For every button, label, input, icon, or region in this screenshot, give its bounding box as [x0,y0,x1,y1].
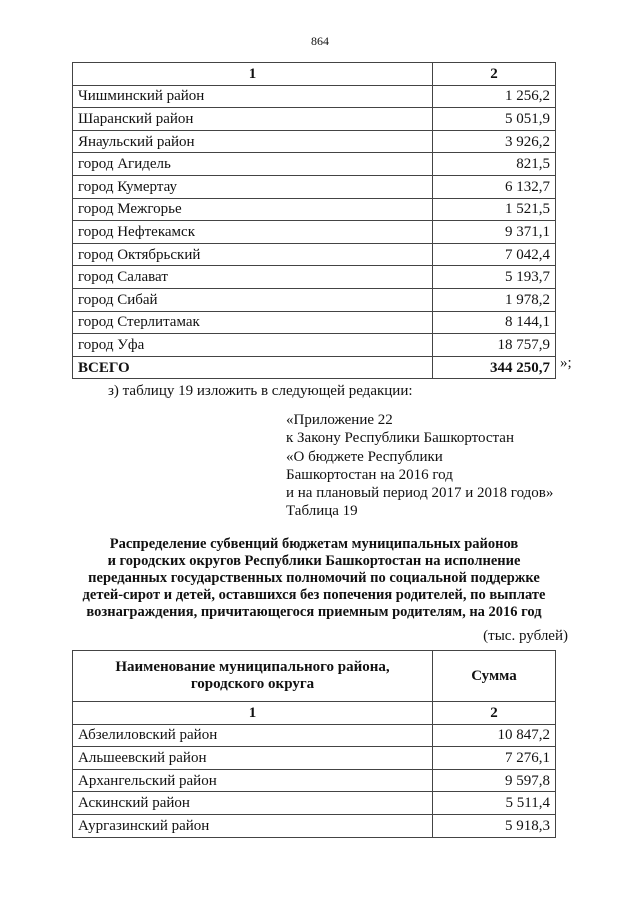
table-row [73,175,556,198]
table-row [73,724,556,747]
appendix-reference [286,411,553,521]
row-name: Абзелиловский район [73,724,433,747]
row-name: город Октябрьский [73,243,433,266]
column-header-name: Наименование муниципального района, городского округа [73,651,433,702]
row-name: город Стерлитамак [73,311,433,334]
row-value: 1 521,5 [433,198,556,221]
appendix-line: Башкортостан на 2016 год [286,466,453,483]
appendix-line: Таблица 19 [286,503,358,520]
column-number: 1 [73,63,433,86]
amendment-intro: з) таблицу 19 изложить в следующей редакции: [108,383,413,399]
row-value: 1 978,2 [433,288,556,311]
table-row [73,243,556,266]
row-value: 6 132,7 [433,175,556,198]
row-value: 5 193,7 [433,266,556,289]
row-value: 18 757,9 [433,334,556,357]
row-value: 5 511,4 [433,792,556,815]
table-header-row [73,651,556,702]
table-row [73,221,556,244]
table-row [73,334,556,357]
title-line: вознаграждения, причитающегося приемным родителям, на 2016 год [86,604,542,620]
row-value: 8 144,1 [433,311,556,334]
table-row [73,288,556,311]
table-row [73,792,556,815]
closing-quote: »; [560,355,572,371]
table-row [73,108,556,131]
table-row [73,153,556,176]
table-19 [72,650,556,838]
column-header-sum: Сумма [433,651,556,702]
title-line: Распределение субвенций бюджетам муниципальных районов [109,536,519,552]
table-row [73,130,556,153]
table-row [73,814,556,837]
unit-label: (тыс. рублей) [483,628,568,644]
row-value: 5 051,9 [433,108,556,131]
appendix-line: «Приложение 22 [286,412,393,428]
table-header-row [73,63,556,86]
table-row [73,198,556,221]
appendix-line: «О бюджете Республики [286,448,443,465]
row-name: город Сибай [73,288,433,311]
table-row [73,747,556,770]
row-name: город Кумертау [73,175,433,198]
row-value: 7 042,4 [433,243,556,266]
row-value: 9 371,1 [433,221,556,244]
appendix-line: к Закону Республики Башкортостан [286,430,514,447]
table-row [73,85,556,108]
total-value: 344 250,7 [433,356,556,379]
row-value: 3 926,2 [433,130,556,153]
table-title [72,536,556,621]
row-name: город Уфа [73,334,433,357]
row-value: 821,5 [433,153,556,176]
total-row [73,356,556,379]
row-name: Янаульский район [73,130,433,153]
row-name: город Агидель [73,153,433,176]
table-continued [72,62,556,379]
page-number: 864 [311,34,329,48]
column-number-row [73,702,556,725]
column-number: 2 [433,702,556,725]
row-value: 5 918,3 [433,814,556,837]
row-name: город Межгорье [73,198,433,221]
row-value: 9 597,8 [433,769,556,792]
column-number: 2 [433,63,556,86]
title-line: детей-сирот и детей, оставшихся без попечения родителей, по выплате [82,587,546,603]
table-row [73,769,556,792]
title-line: переданных государственных полномочий по социальной поддержке [88,570,540,586]
row-value: 1 256,2 [433,85,556,108]
row-name: город Салават [73,266,433,289]
row-value: 10 847,2 [433,724,556,747]
row-name: Аургазинский район [73,814,433,837]
column-number: 1 [73,702,433,725]
table-row [73,266,556,289]
row-name: Архангельский район [73,769,433,792]
appendix-line: и на плановый период 2017 и 2018 годов» [286,485,554,502]
row-name: Шаранский район [73,108,433,131]
row-name: Чишминский район [73,85,433,108]
total-label: ВСЕГО [73,356,433,379]
row-value: 7 276,1 [433,747,556,770]
row-name: Альшеевский район [73,747,433,770]
title-line: и городских округов Республики Башкортостан на исполнение [107,553,521,569]
row-name: Аскинский район [73,792,433,815]
table-row [73,311,556,334]
row-name: город Нефтекамск [73,221,433,244]
